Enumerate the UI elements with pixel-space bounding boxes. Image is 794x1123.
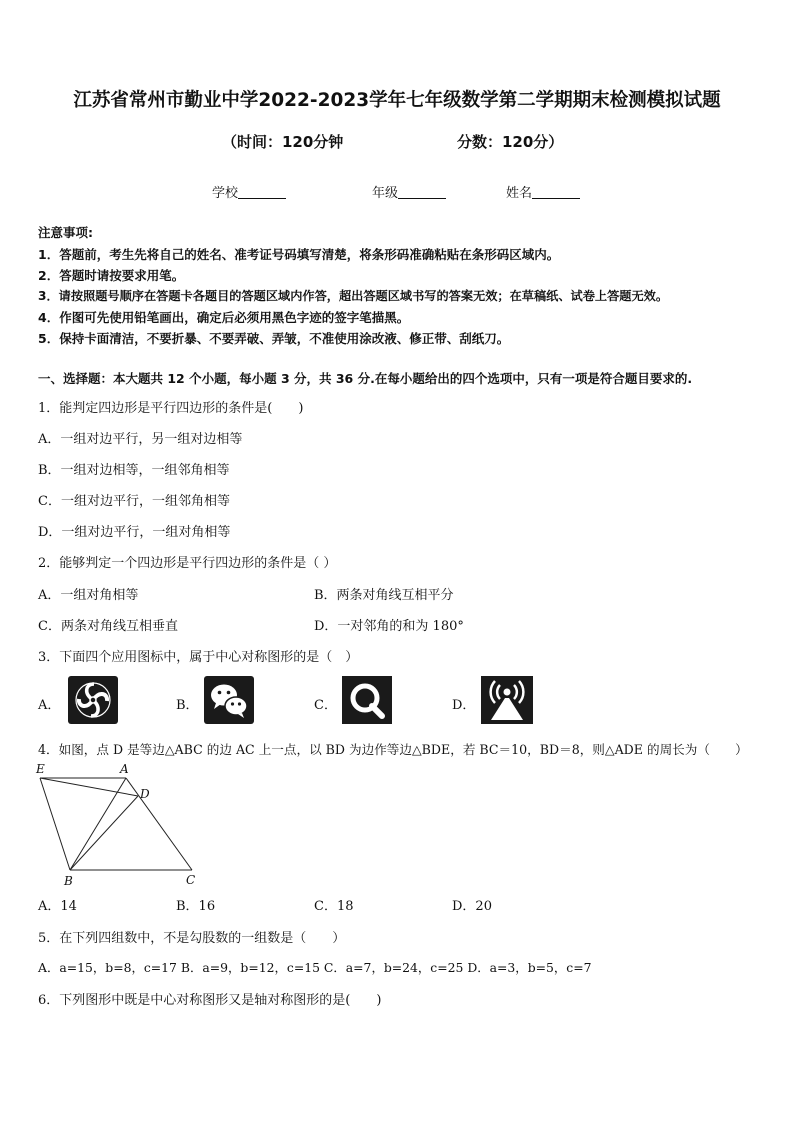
q1-option-c: C．一组对边平行，一组邻角相等 <box>38 494 230 509</box>
question-1-stem: 1．能判定四边形是平行四边形的条件是( ) <box>38 401 304 416</box>
label-e: E <box>36 762 45 776</box>
label-b: B <box>64 874 73 888</box>
note-item: 1．答题前，考生先将自己的姓名、准考证号码填写清楚，将条形码准确粘贴在条形码区域内。 <box>38 247 560 262</box>
q1-option-b: B．一组对边相等，一组邻角相等 <box>38 463 230 478</box>
note-item: 4．作图可先使用铅笔画出，确定后必须用黑色字迹的签字笔描黑。 <box>38 310 410 325</box>
note-item: 2．答题时请按要求用笔。 <box>38 268 185 283</box>
school-label: 学校 <box>212 186 239 201</box>
triangle-figure <box>34 760 204 888</box>
school-blank <box>238 186 286 199</box>
q4-option-b: B．16 <box>176 899 216 914</box>
q3-option-c: C． <box>314 698 337 713</box>
wechat-icon <box>204 676 254 724</box>
q2-option-b: B．两条对角线互相平分 <box>314 588 454 603</box>
segment-eb <box>40 778 70 870</box>
q1-option-d: D．一组对边平行，一组对角相等 <box>38 525 231 540</box>
question-4-stem: 4．如图，点 D 是等边△ABC 的边 AC 上一点，以 BD 为边作等边△BDE，若 BC＝10，BD＝8，则△ADE 的周长为（ ） <box>38 742 748 757</box>
exam-score: 分数：120分） <box>457 133 564 151</box>
q1-option-a: A．一组对边平行，另一组对边相等 <box>38 432 243 447</box>
name-label: 姓名 <box>506 186 533 201</box>
segment-ab <box>70 778 126 870</box>
q2-option-c: C．两条对角线互相垂直 <box>38 619 178 634</box>
exam-title: 江苏省常州市勤业中学2022-2023学年七年级数学第二学期期末检测模拟试题 <box>73 90 721 111</box>
search-q-icon <box>342 676 392 724</box>
segment-ed <box>40 778 138 796</box>
school-field <box>212 182 286 201</box>
question-3-stem: 3．下面四个应用图标中，属于中心对称图形的是（ ） <box>38 650 359 665</box>
segment-bd <box>70 796 138 870</box>
notes-heading: 注意事项: <box>38 225 93 240</box>
q4-option-a: A．14 <box>38 899 77 914</box>
q3-option-b: B． <box>176 698 199 713</box>
q2-option-a: A．一组对角相等 <box>38 588 139 603</box>
question-6-stem: 6．下列图形中既是中心对称图形又是轴对称图形的是( ) <box>38 993 382 1008</box>
q2-option-d: D．一对邻角的和为 180° <box>314 619 464 634</box>
name-blank <box>532 186 580 199</box>
segment-ac <box>126 778 192 870</box>
note-item: 5．保持卡面清洁，不要折暴、不要弄破、弄皱，不准使用涂改液、修正带、刮纸刀。 <box>38 331 510 346</box>
swirl-icon <box>68 676 118 724</box>
label-a: A <box>120 762 129 776</box>
grade-blank <box>398 186 446 199</box>
q4-option-c: C．18 <box>314 899 354 914</box>
q3-option-a: A． <box>38 698 61 713</box>
q4-option-d: D．20 <box>452 899 492 914</box>
q3-option-d: D． <box>452 698 476 713</box>
section-heading: 一、选择题：本大题共 12 个小题，每小题 3 分，共 36 分.在每小题给出的四个选项中，只有一项是符合题目要求的. <box>38 371 693 386</box>
signal-tower-icon <box>481 676 531 724</box>
question-2-stem: 2．能够判定一个四边形是平行四边形的条件是（ ） <box>38 556 337 571</box>
note-item: 3．请按照题号顺序在答题卡各题目的答题区域内作答，超出答题区域书写的答案无效；在草稿纸、试卷上答题无效。 <box>38 289 669 303</box>
name-field <box>506 182 580 201</box>
label-c: C <box>186 873 196 887</box>
q5-options: A．a=15，b=8，c=17 B．a=9，b=12，c=15 C．a=7，b=24，c=25 D．a=3，b=5，c=7 <box>38 960 592 975</box>
question-5-stem: 5．在下列四组数中，不是勾股数的一组数是（ ） <box>38 931 346 946</box>
grade-field <box>372 182 446 201</box>
grade-label: 年级 <box>372 186 399 201</box>
label-d: D <box>140 787 150 801</box>
exam-time: （时间：120分钟 <box>222 133 344 151</box>
